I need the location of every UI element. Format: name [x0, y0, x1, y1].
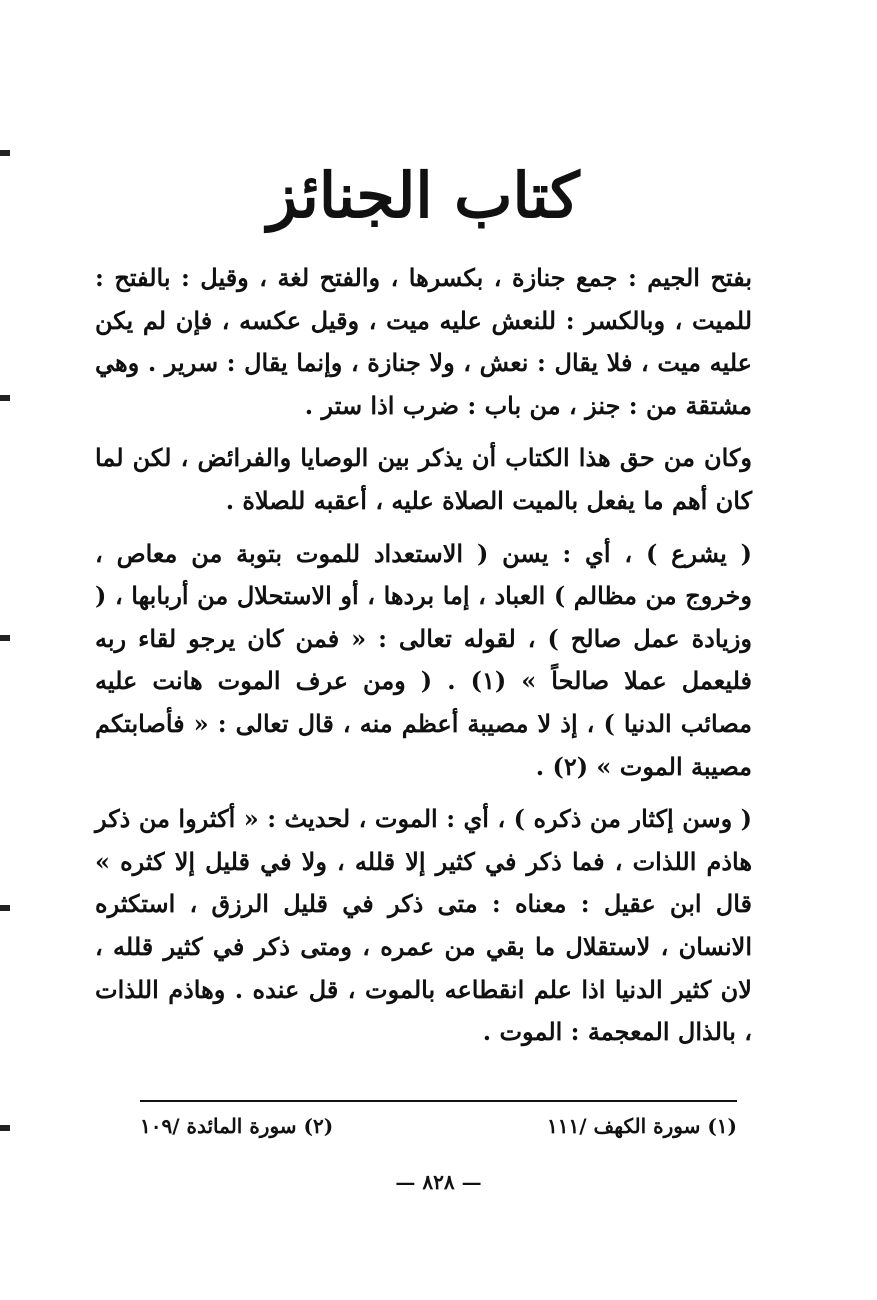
scan-edge-mark	[0, 905, 10, 911]
paragraph	[95, 257, 752, 427]
scan-edge-mark	[0, 635, 10, 641]
paragraph	[95, 798, 752, 1054]
paragraph-text: بفتح الجيم : جمع جنازة ، بكسرها ، والفتح لغة ، وقيل : بالفتح : للميت ، وبالكسر : للنعش عليه ميت ، وقيل عكسه ، فإن لم يكن عليه ميت ، فلا يقال : نعش ، ولا جنازة ، وإنما يقال : سرير . وهي مشتقة من : جنز ، من باب : ضرب اذا ستر .	[95, 263, 752, 420]
page-body	[95, 159, 752, 1064]
page-number: — ٨٢٨ —	[395, 1170, 482, 1194]
footnote-2: (٢) سورة المائدة /١٠٩	[140, 1114, 334, 1138]
scan-edge-mark	[0, 150, 10, 156]
paragraph-text: ( يشرع ) ، أي : يسن ( الاستعداد للموت بتوبة من معاص ، وخروج من مظالم ) العباد ، إما بردها ، أو الاستحلال من أربابها ، ( وزيادة عمل صالح ) ، لقوله تعالى : « فمن كان يرجو لقاء ربه فليعمل عملا صالحاً » (١) . ( ومن عرف الموت هانت عليه مصائب الدنيا ) ، إذ لا مصيبة أعظم منه ، قال تعالى : « فأصابتكم مصيبة الموت » (٢) .	[95, 538, 752, 781]
chapter-title: كتاب الجنائز	[267, 159, 580, 232]
paragraph	[95, 533, 752, 789]
scan-edge-mark	[0, 1125, 10, 1131]
scan-edge-mark	[0, 395, 10, 401]
footnotes	[140, 1100, 737, 1138]
paragraph-text: وكان من حق هذا الكتاب أن يذكر بين الوصايا والفرائض ، لكن لما كان أهم ما يفعل بالميت الصلاة عليه ، أعقبه للصلاة .	[95, 443, 752, 515]
paragraph	[95, 437, 752, 522]
footnote-1: (١) سورة الكهف /١١١	[547, 1114, 737, 1138]
paragraph-text: ( وسن إكثار من ذكره ) ، أي : الموت ، لحديث : « أكثروا من ذكر هاذم اللذات ، فما ذكر في كثير إلا قلله ، ولا في قليل إلا كثره » قال ابن عقيل : معناه : متى ذكر في قليل الرزق ، استكثره الانسان ، لاستقلال ما بقي من عمره ، ومتى ذكر في كثير قلله ، لان كثير الدنيا اذا علم انقطاعه بالموت ، قل عنده . وهاذم اللذات ، بالذال المعجمة : الموت .	[95, 804, 752, 1047]
